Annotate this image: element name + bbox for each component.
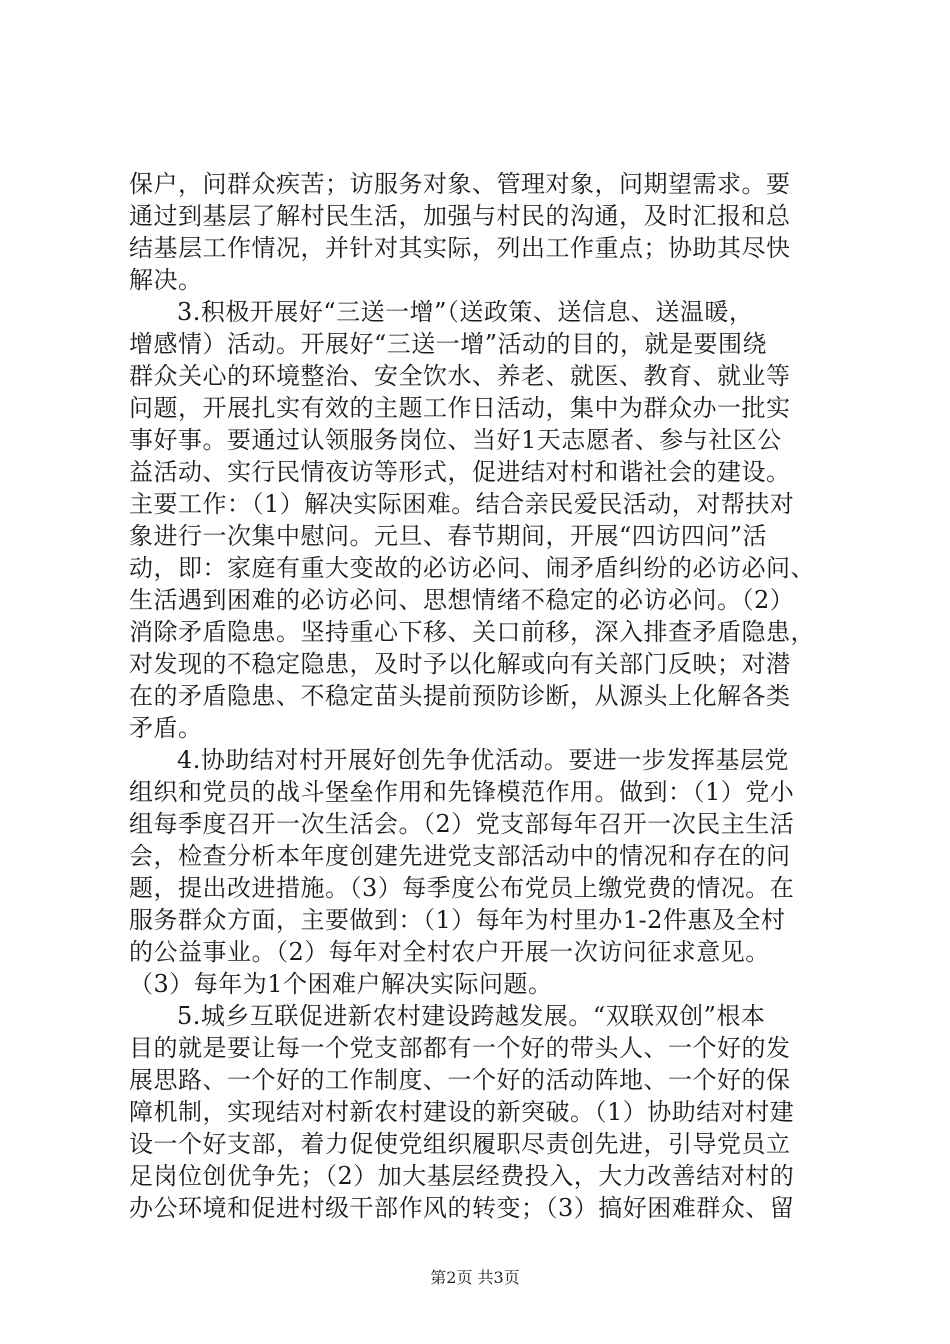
text-line: 矛盾。	[129, 714, 203, 742]
text-line: 事好事。要通过认领服务岗位、当好1天志愿者、参与社区公	[129, 426, 782, 454]
paragraph-start-line: 3.积极开展好“三送一增”（送政策、送信息、送温暖，	[177, 298, 754, 326]
text-line: 主要工作：（1）解决实际困难。结合亲民爱民活动，对帮扶对	[129, 490, 795, 518]
page-number-label: 第2页 共3页	[430, 1268, 520, 1287]
text-line: 在的矛盾隐患、不稳定苗头提前预防诊断，从源头上化解各类	[129, 682, 791, 710]
text-line: 展思路、一个好的工作制度、一个好的活动阵地、一个好的保	[129, 1066, 791, 1094]
document-body	[129, 168, 829, 1224]
text-line: 通过到基层了解村民生活，加强与村民的沟通，及时汇报和总	[129, 202, 791, 230]
text-line: 障机制，实现结对村新农村建设的新突破。（1）协助结对村建	[129, 1098, 795, 1126]
text-line: 增感情）活动。开展好“三送一增”活动的目的，就是要围绕	[129, 330, 768, 358]
text-line: 结基层工作情况，并针对其实际，列出工作重点；协助其尽快	[129, 234, 791, 262]
text-line: 组织和党员的战斗堡垒作用和先锋模范作用。做到：（1）党小	[129, 778, 795, 806]
text-line: 办公环境和促进村级干部作风的转变；（3）搞好困难群众、留	[129, 1194, 795, 1222]
text-line: 动，即：家庭有重大变故的必访必问、闹矛盾纠纷的必访必问、	[129, 554, 815, 582]
text-line: 保户，问群众疾苦；访服务对象、管理对象，问期望需求。要	[129, 170, 791, 198]
text-line: 益活动、实行民情夜访等形式，促进结对村和谐社会的建设。	[129, 458, 791, 486]
text-line: 目的就是要让每一个党支部都有一个好的带头人、一个好的发	[129, 1034, 791, 1062]
text-line: 服务群众方面，主要做到：（1）每年为村里办1-2件惠及全村	[129, 906, 786, 934]
text-line: 消除矛盾隐患。坚持重心下移、关口前移，深入排查矛盾隐患，	[129, 618, 815, 646]
text-line: 足岗位创优争先；（2）加大基层经费投入，大力改善结对村的	[129, 1162, 795, 1190]
page-footer	[0, 1268, 950, 1288]
text-line: 问题，开展扎实有效的主题工作日活动，集中为群众办一批实	[129, 394, 791, 422]
paragraph-start-line: 5.城乡互联促进新农村建设跨越发展。“双联双创”根本	[177, 1002, 766, 1030]
text-line: 的公益事业。（2）每年对全村农户开展一次访问征求意见。	[129, 938, 770, 966]
text-line: 解决。	[129, 266, 203, 294]
text-line: 象进行一次集中慰问。元旦、春节期间，开展“四访四问”活	[129, 522, 768, 550]
text-line: 生活遇到困难的必访必问、思想情绪不稳定的必访必问。（2）	[129, 586, 795, 614]
text-line: 设一个好支部，着力促使党组织履职尽责创先进，引导党员立	[129, 1130, 791, 1158]
paragraph-start-line: 4.协助结对村开展好创先争优活动。要进一步发挥基层党	[177, 746, 789, 774]
text-line: 群众关心的环境整治、安全饮水、养老、就医、教育、就业等	[129, 362, 791, 390]
text-line: 题，提出改进措施。（3）每季度公布党员上缴党费的情况。在	[129, 874, 795, 902]
text-line: 会，检查分析本年度创建先进党支部活动中的情况和存在的问	[129, 842, 791, 870]
text-line: 组每季度召开一次生活会。（2）党支部每年召开一次民主生活	[129, 810, 795, 838]
text-line: （3）每年为1个困难户解决实际问题。	[129, 970, 553, 998]
text-line: 对发现的不稳定隐患，及时予以化解或向有关部门反映；对潜	[129, 650, 791, 678]
